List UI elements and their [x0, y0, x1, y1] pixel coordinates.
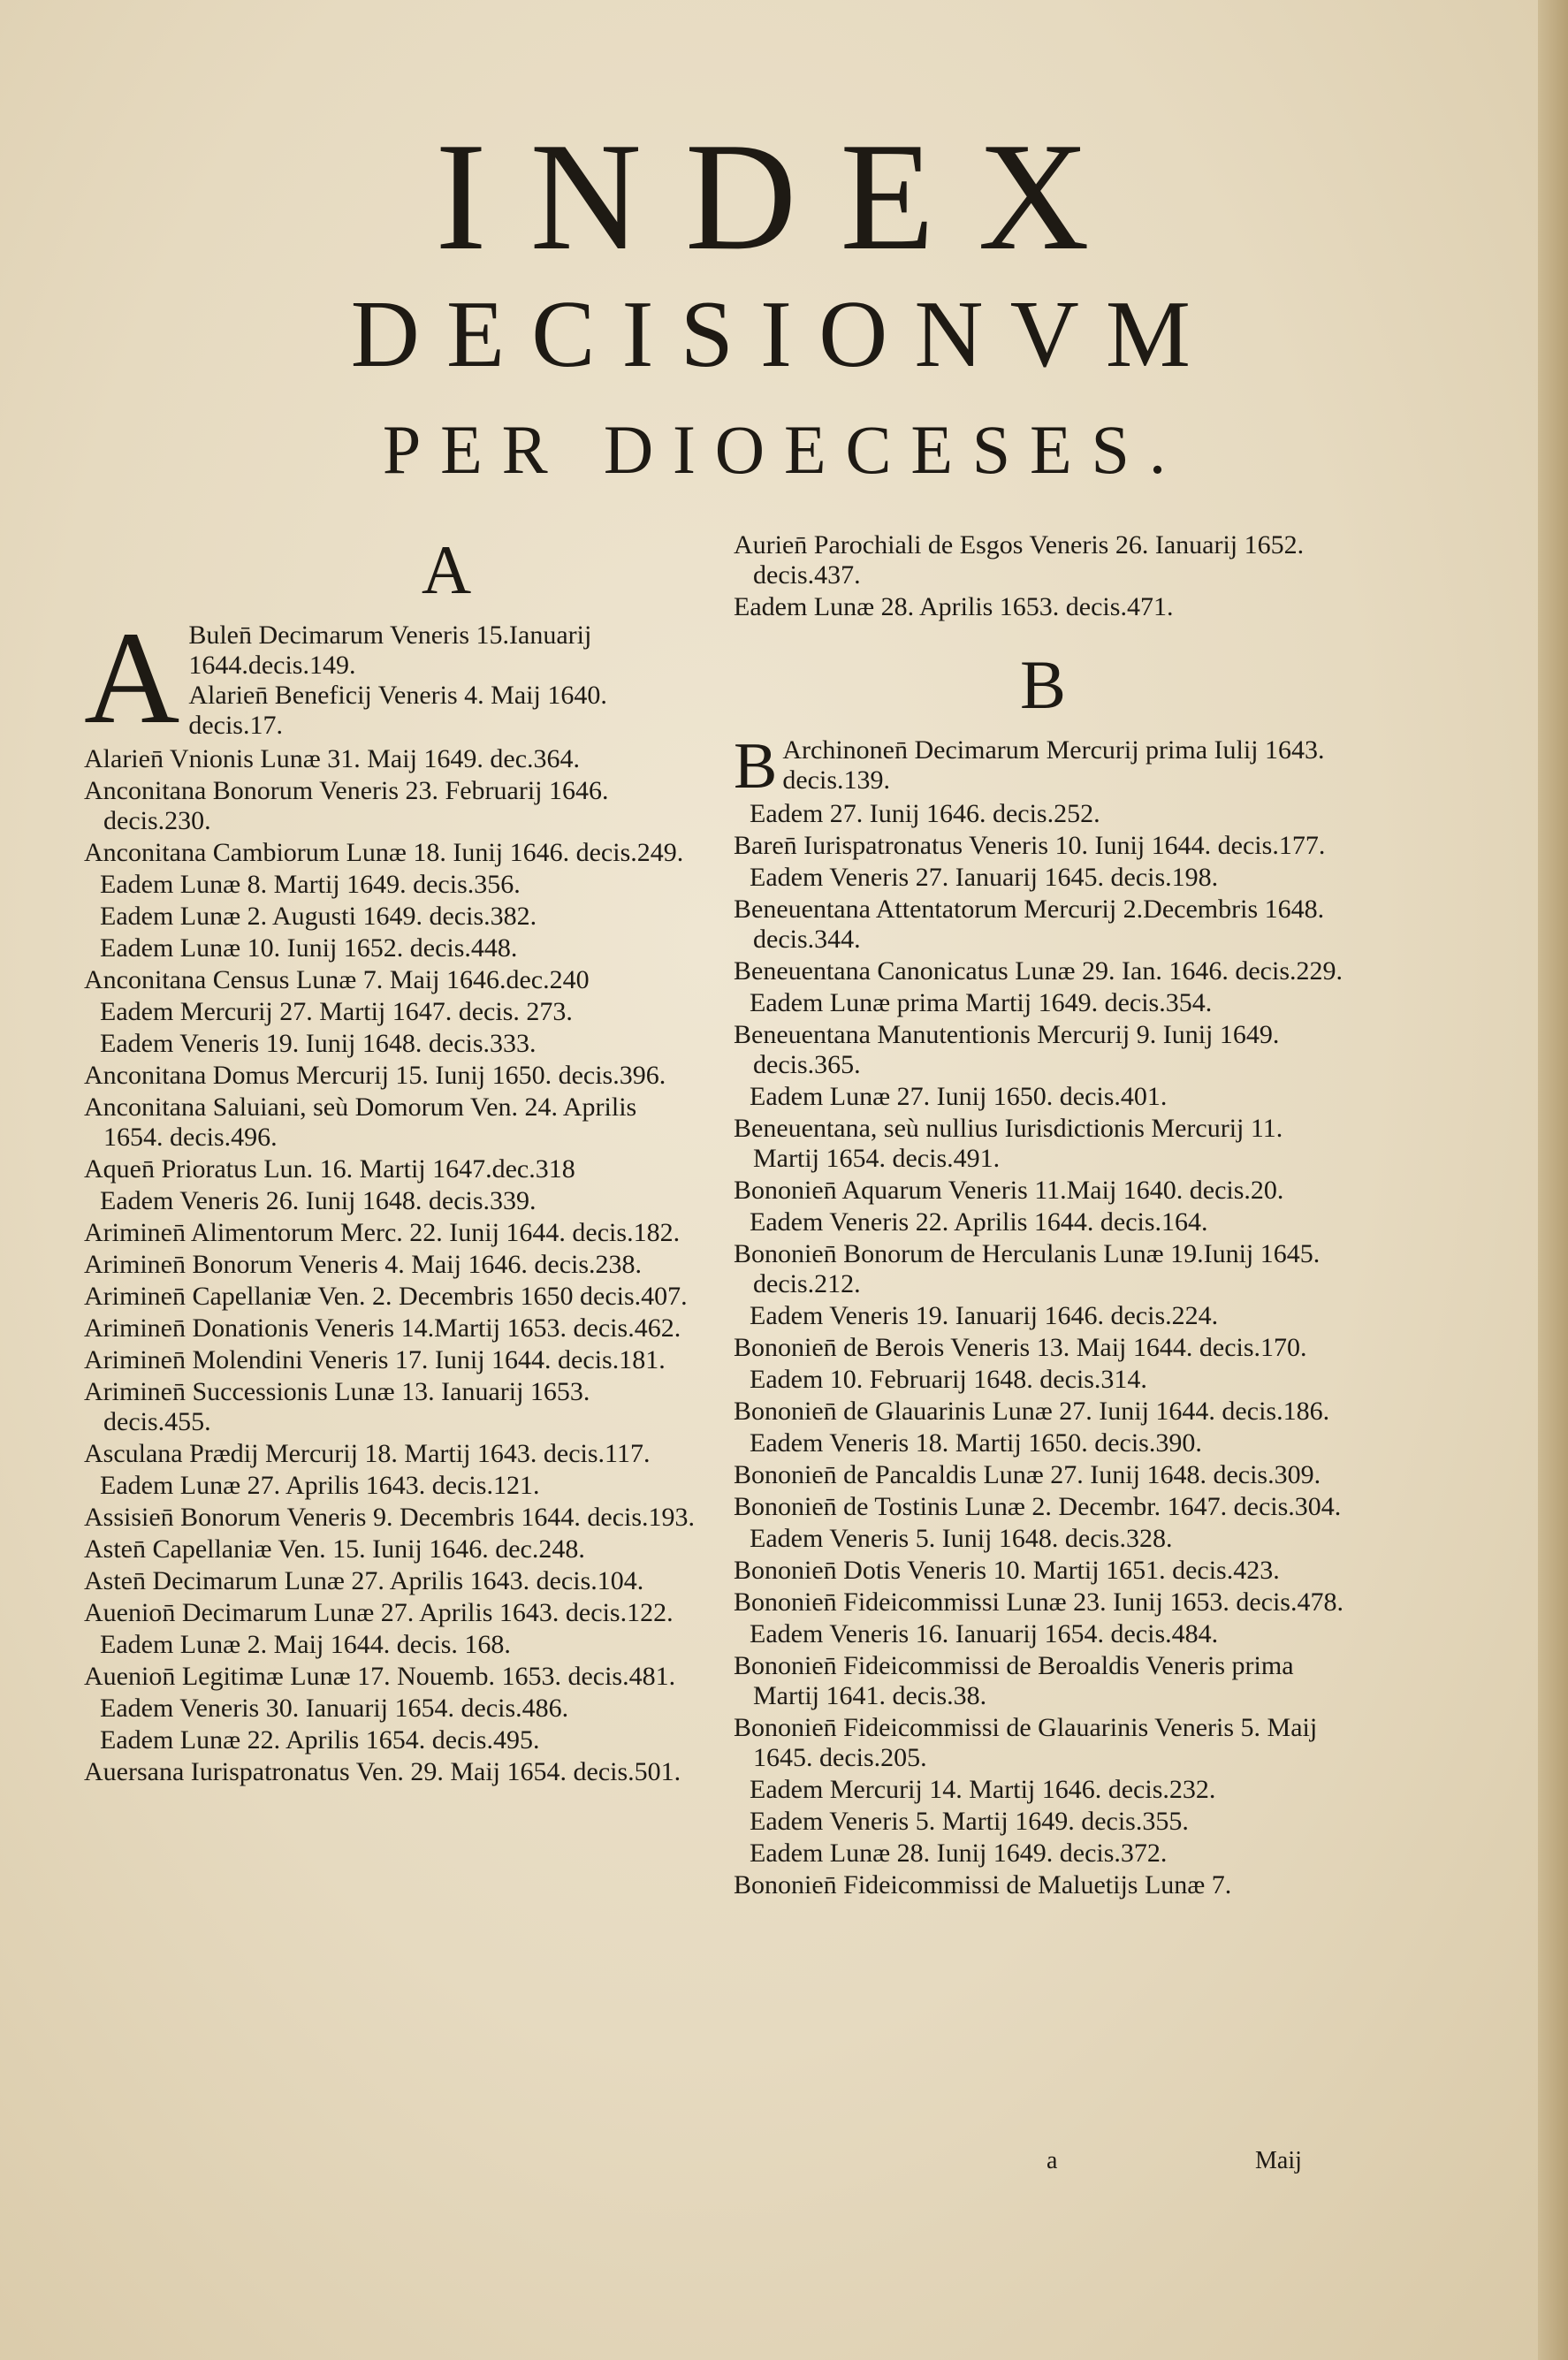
page-subtitle: DECISIONVM	[350, 282, 1218, 387]
index-entry: Ariminen̄ Molendini Veneris 17. Iunij 1644. decis.181.	[84, 1345, 666, 1374]
entry-list-a	[84, 744, 703, 1787]
index-entry: Eadem Veneris 22. Aprilis 1644. decis.164.	[750, 1207, 1208, 1237]
index-entry: Bononien̄ Fideicommissi de Beroaldis Veneris prima Martij 1641. decis.38.	[734, 1651, 1294, 1710]
index-entry: Bononien̄ Dotis Veneris 10. Martij 1651. decis.423.	[734, 1556, 1280, 1585]
index-entry: Alarien̄ Beneficij Veneris 4. Maij 1640. decis.17.	[188, 681, 607, 740]
index-entry: Baren̄ Iurispatronatus Veneris 10. Iunij 1644. decis.177.	[734, 831, 1326, 860]
index-entry: Alarien̄ Vnionis Lunæ 31. Maij 1649. dec.364.	[84, 744, 581, 773]
index-entry: Anconitana Census Lunæ 7. Maij 1646.dec.240	[84, 965, 590, 994]
index-entry: Bononien̄ Bonorum de Herculanis Lunæ 19.Iunij 1645. decis.212.	[734, 1239, 1321, 1298]
index-entry: Eadem Lunæ 8. Martij 1649. decis.356.	[100, 870, 521, 899]
index-entry: Eadem Mercurij 14. Martij 1646. decis.232.	[750, 1775, 1216, 1804]
index-entry: Eadem Veneris 27. Ianuarij 1645. decis.198.	[750, 863, 1219, 892]
index-entry: Eadem Veneris 16. Ianuarij 1654. decis.484.	[750, 1619, 1219, 1648]
dropcap-a: A	[84, 620, 180, 741]
index-entry: Anconitana Saluiani, seù Domorum Ven. 24. Aprilis 1654. decis.496.	[84, 1092, 637, 1152]
index-entry: Beneuentana Attentatorum Mercurij 2.Decembris 1648. decis.344.	[734, 895, 1325, 954]
index-entry: Bononien̄ Aquarum Veneris 11.Maij 1640. decis.20.	[734, 1176, 1284, 1205]
index-entry: Ariminen̄ Alimentorum Merc. 22. Iunij 1644. decis.182.	[84, 1218, 681, 1247]
index-entry: Ariminen̄ Bonorum Veneris 4. Maij 1646. decis.238.	[84, 1250, 643, 1279]
index-entry: Auenion̄ Decimarum Lunæ 27. Aprilis 1643. decis.122.	[84, 1598, 674, 1627]
index-entry: Eadem Lunæ 27. Aprilis 1643. decis.121.	[100, 1471, 540, 1500]
index-entry: Archinonen̄ Decimarum Mercurij prima Iulij 1643. decis.139.	[782, 735, 1325, 795]
index-entry: Aquen̄ Prioratus Lun. 16. Martij 1647.dec.318	[84, 1154, 575, 1184]
index-entry: Eadem Veneris 30. Ianuarij 1654. decis.486.	[100, 1694, 569, 1723]
page-subtitle-2: PER DIOECESES.	[382, 411, 1186, 488]
index-entry: Eadem Lunæ 10. Iunij 1652. decis.448.	[100, 933, 518, 963]
left-column	[84, 530, 703, 1789]
index-entry: Bononien̄ de Berois Veneris 13. Maij 1644. decis.170.	[734, 1333, 1307, 1362]
index-entry: Asten̄ Capellaniæ Ven. 15. Iunij 1646. dec.248.	[84, 1534, 585, 1564]
index-entry: Eadem Lunæ 22. Aprilis 1654. decis.495.	[100, 1725, 540, 1755]
index-entry: Anconitana Domus Mercurij 15. Iunij 1650. decis.396.	[84, 1061, 666, 1090]
index-entry: Bononien̄ de Glauarinis Lunæ 27. Iunij 1644. decis.186.	[734, 1397, 1330, 1426]
index-entry: Beneuentana Canonicatus Lunæ 29. Ian. 1646. decis.229.	[734, 956, 1343, 986]
index-entry: Anconitana Cambiorum Lunæ 18. Iunij 1646. decis.249.	[84, 838, 684, 867]
index-entry: Bononien̄ de Tostinis Lunæ 2. Decembr. 1647. decis.304.	[734, 1492, 1342, 1521]
index-entry: Eadem Veneris 5. Iunij 1648. decis.328.	[750, 1524, 1173, 1553]
index-entry: Eadem Lunæ 27. Iunij 1650. decis.401.	[750, 1082, 1168, 1111]
index-entry: Bononien̄ de Pancaldis Lunæ 27. Iunij 1648. decis.309.	[734, 1460, 1321, 1489]
index-entry: Aurien̄ Parochiali de Esgos Veneris 26. Ianuarij 1652. decis.437.	[734, 530, 1305, 590]
index-entry: Anconitana Bonorum Veneris 23. Februarij 1646. decis.230.	[84, 776, 609, 835]
index-entry: Bononien̄ Fideicommissi Lunæ 23. Iunij 1653. decis.478.	[734, 1587, 1343, 1617]
index-entry: Ariminen̄ Donationis Veneris 14.Martij 1653. decis.462.	[84, 1313, 681, 1343]
signature-mark: a	[1047, 2147, 1058, 2174]
index-entry: Bononien̄ Fideicommissi de Maluetijs Lunæ 7.	[734, 1870, 1232, 1899]
index-entry: Eadem Veneris 5. Martij 1649. decis.355.	[750, 1807, 1189, 1836]
index-entry: Asculana Prædij Mercurij 18. Martij 1643. decis.117.	[84, 1439, 651, 1468]
first-entry-b	[734, 735, 1352, 796]
index-entry: Eadem Veneris 18. Martij 1650. decis.390.	[750, 1428, 1202, 1458]
index-entry: Eadem Lunæ 2. Augusti 1649. decis.382.	[100, 902, 537, 931]
index-entry: Assisien̄ Bonorum Veneris 9. Decembris 1644. decis.193.	[84, 1503, 696, 1532]
page-title: INDEX	[435, 110, 1133, 282]
index-entry: Eadem Veneris 19. Iunij 1648. decis.333.	[100, 1029, 537, 1058]
section-letter-b: B	[1019, 646, 1067, 723]
dropcap-b: B	[734, 735, 778, 796]
section-letter-a: A	[421, 531, 472, 608]
catchword: Maij	[1255, 2147, 1302, 2174]
index-entry: Beneuentana Manutentionis Mercurij 9. Iunij 1649. decis.365.	[734, 1020, 1280, 1079]
index-entry: Eadem Lunæ 28. Iunij 1649. decis.372.	[750, 1839, 1168, 1868]
entry-list-a-continued	[734, 530, 1352, 622]
index-entry: Asten̄ Decimarum Lunæ 27. Aprilis 1643. decis.104.	[84, 1566, 644, 1595]
index-entry: Eadem Mercurij 27. Martij 1647. decis. 273.	[100, 997, 573, 1026]
entry-list-b	[734, 799, 1352, 1900]
index-entry: Auersana Iurispatronatus Ven. 29. Maij 1654. decis.501.	[84, 1757, 681, 1786]
index-entry: Auenion̄ Legitimæ Lunæ 17. Nouemb. 1653. decis.481.	[84, 1662, 676, 1691]
index-entry: Bononien̄ Fideicommissi de Glauarinis Veneris 5. Maij 1645. decis.205.	[734, 1713, 1318, 1772]
first-entry-a	[84, 620, 703, 741]
index-entry: Eadem Lunæ 2. Maij 1644. decis. 168.	[100, 1630, 511, 1659]
right-column	[734, 530, 1352, 1902]
index-entry: Ariminen̄ Successionis Lunæ 13. Ianuarij 1653. decis.455.	[84, 1377, 590, 1436]
index-entry: Eadem Veneris 26. Iunij 1648. decis.339.	[100, 1186, 537, 1215]
index-entry: Eadem 10. Februarij 1648. decis.314.	[750, 1365, 1147, 1394]
index-entry: Bulen̄ Decimarum Veneris 15.Ianuarij 1644.decis.149.	[188, 620, 592, 680]
index-entry: Ariminen̄ Capellaniæ Ven. 2. Decembris 1650 decis.407.	[84, 1282, 688, 1311]
index-entry: Beneuentana, seù nullius Iurisdictionis Mercurij 11. Martij 1654. decis.491.	[734, 1114, 1283, 1173]
index-entry: Eadem Lunæ prima Martij 1649. decis.354.	[750, 988, 1213, 1017]
index-entry: Eadem 27. Iunij 1646. decis.252.	[750, 799, 1100, 828]
index-entry: Eadem Lunæ 28. Aprilis 1653. decis.471.	[734, 592, 1174, 621]
index-entry: Eadem Veneris 19. Ianuarij 1646. decis.224.	[750, 1301, 1219, 1330]
